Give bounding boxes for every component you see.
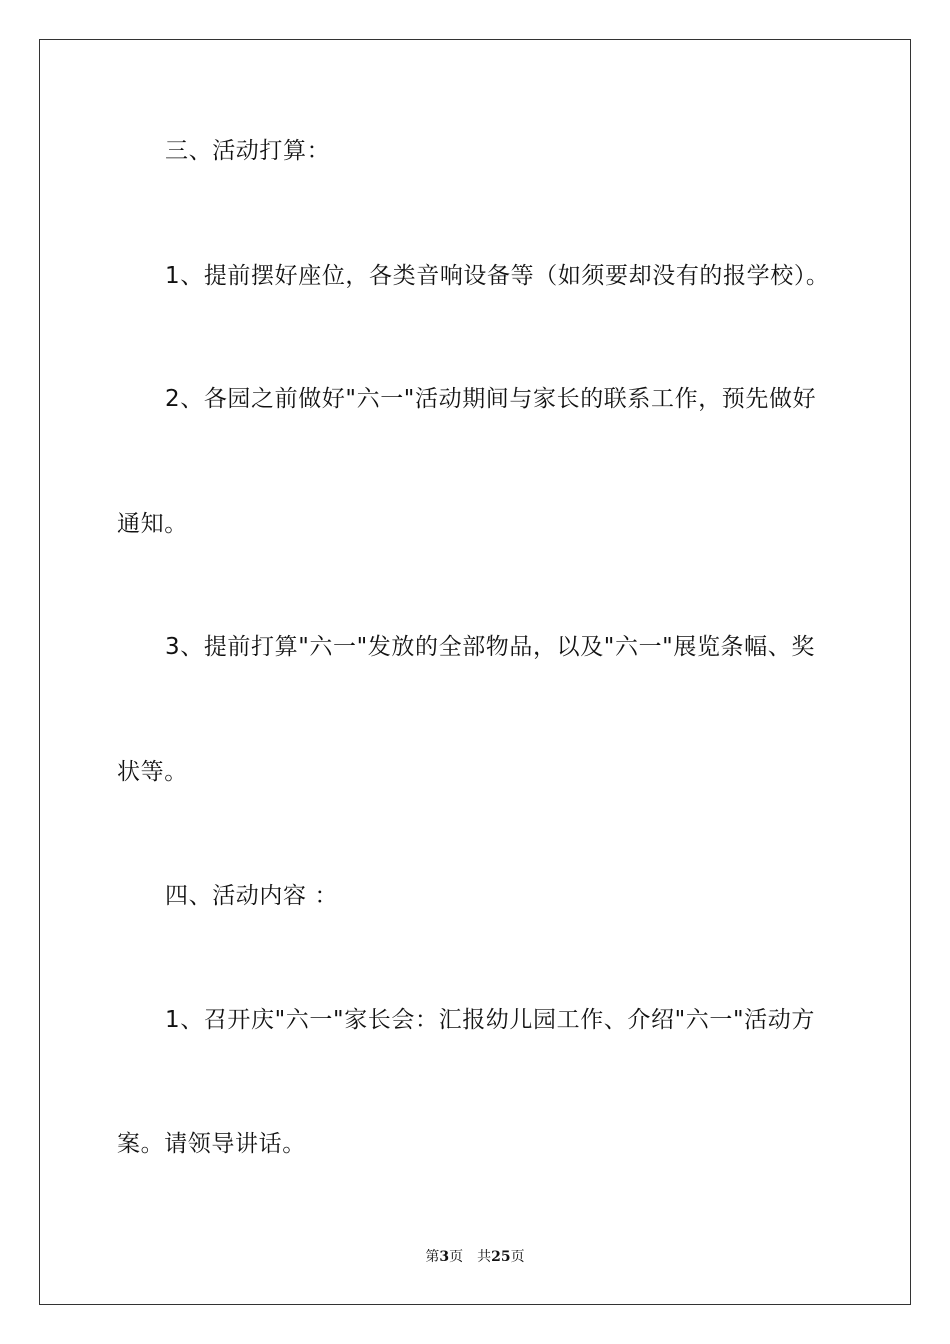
- footer-total-prefix: 共: [477, 1249, 492, 1265]
- paragraph-item-2-continuation: 通知。: [117, 511, 188, 537]
- footer-total-pages: 25: [491, 1249, 511, 1265]
- section-heading-4: 四、活动内容 ：: [165, 883, 339, 909]
- paragraph-item-3: 3、提前打算"六一"发放的全部物品，以及"六一"展览条幅、奖: [165, 634, 815, 660]
- page-footer: [0, 1248, 950, 1266]
- footer-page-prefix: 第: [425, 1249, 440, 1265]
- footer-page-number: 3: [439, 1249, 450, 1265]
- paragraph-content-item-1: 1、召开庆"六一"家长会：汇报幼儿园工作、介绍"六一"活动方: [165, 1007, 815, 1033]
- paragraph-item-1: 1、提前摆好座位，各类音响设备等（如须要却没有的报学校）。: [165, 263, 830, 289]
- footer-page-suffix: 页: [449, 1249, 464, 1265]
- section-heading-3: 三、活动打算：: [165, 138, 331, 164]
- paragraph-item-3-continuation: 状等。: [117, 759, 188, 785]
- footer-total-suffix: 页: [510, 1249, 525, 1265]
- paragraph-item-2: 2、各园之前做好"六一"活动期间与家长的联系工作，预先做好: [165, 386, 817, 412]
- page-border: [39, 39, 911, 1305]
- paragraph-content-item-1-continuation: 案。请领导讲话。: [117, 1131, 306, 1157]
